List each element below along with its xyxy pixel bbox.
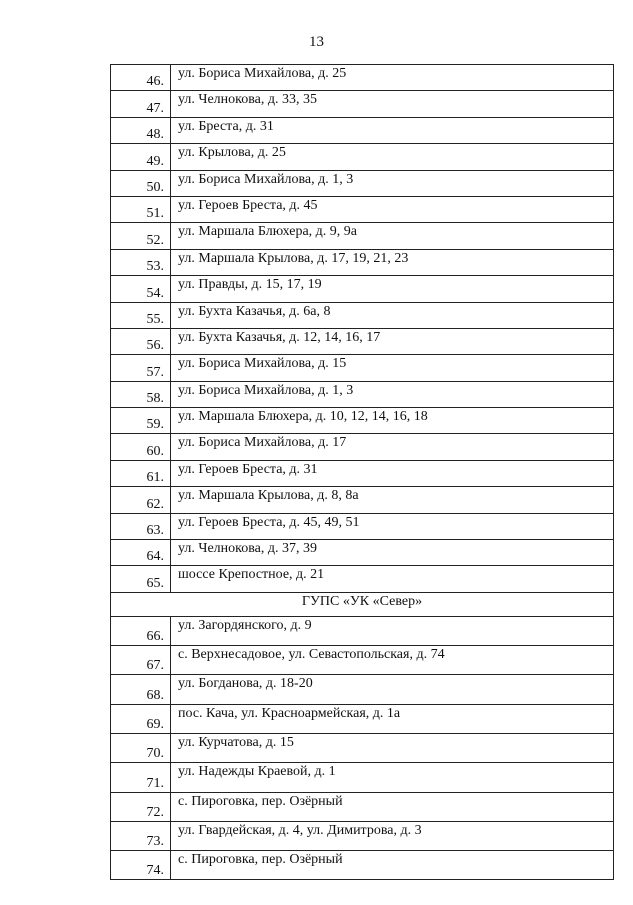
row-number: 53.: [111, 249, 171, 275]
table-row: [111, 434, 614, 460]
table-row: [111, 249, 614, 275]
row-address: ул. Бориса Михайлова, д. 15: [171, 355, 614, 381]
table-row: [111, 646, 614, 675]
table-row: [111, 460, 614, 486]
row-number: 57.: [111, 355, 171, 381]
row-number: 56.: [111, 328, 171, 354]
row-number: 59.: [111, 408, 171, 434]
row-number: 51.: [111, 196, 171, 222]
table-row: [111, 792, 614, 821]
row-number: 58.: [111, 381, 171, 407]
table-row: [111, 616, 614, 645]
row-address: ул. Бреста, д. 31: [171, 117, 614, 143]
section-heading: ГУПС «УК «Север»: [111, 592, 614, 616]
row-address: ул. Героев Бреста, д. 31: [171, 460, 614, 486]
row-address: ул. Бухта Казачья, д. 12, 14, 16, 17: [171, 328, 614, 354]
table-row: [111, 821, 614, 850]
row-address: с. Пироговка, пер. Озёрный: [171, 792, 614, 821]
row-number: 74.: [111, 851, 171, 880]
row-address: ул. Крылова, д. 25: [171, 144, 614, 170]
row-number: 62.: [111, 487, 171, 513]
row-number: 55.: [111, 302, 171, 328]
row-address: пос. Кача, ул. Красноармейская, д. 1а: [171, 704, 614, 733]
row-number: 68.: [111, 675, 171, 704]
table-row: [111, 381, 614, 407]
table-row: [111, 117, 614, 143]
row-number: 65.: [111, 566, 171, 592]
row-number: 54.: [111, 276, 171, 302]
table-row: [111, 302, 614, 328]
row-number: 52.: [111, 223, 171, 249]
row-address: с. Пироговка, пер. Озёрный: [171, 851, 614, 880]
row-number: 63.: [111, 513, 171, 539]
row-address: ул. Маршала Крылова, д. 8, 8а: [171, 487, 614, 513]
row-number: 64.: [111, 540, 171, 566]
row-number: 50.: [111, 170, 171, 196]
page-number: 13: [309, 34, 324, 50]
row-address: ул. Надежды Краевой, д. 1: [171, 763, 614, 792]
row-address: с. Верхнесадовое, ул. Севастопольская, д. 74: [171, 646, 614, 675]
row-address: ул. Бухта Казачья, д. 6а, 8: [171, 302, 614, 328]
table-row: [111, 763, 614, 792]
table-row: [111, 276, 614, 302]
row-number: 66.: [111, 616, 171, 645]
table-row: [111, 355, 614, 381]
row-number: 69.: [111, 704, 171, 733]
row-address: ул. Челнокова, д. 33, 35: [171, 91, 614, 117]
row-number: 49.: [111, 144, 171, 170]
row-number: 61.: [111, 460, 171, 486]
row-number: 72.: [111, 792, 171, 821]
table-row: [111, 513, 614, 539]
table-row: [111, 223, 614, 249]
row-number: 48.: [111, 117, 171, 143]
row-address: ул. Бориса Михайлова, д. 25: [171, 65, 614, 91]
address-table: [110, 64, 614, 880]
row-number: 47.: [111, 91, 171, 117]
row-address: шоссе Крепостное, д. 21: [171, 566, 614, 592]
table-row: [111, 734, 614, 763]
table-row: [111, 196, 614, 222]
table-row: [111, 851, 614, 880]
row-number: 60.: [111, 434, 171, 460]
row-address: ул. Бориса Михайлова, д. 1, 3: [171, 170, 614, 196]
table-row: [111, 408, 614, 434]
table-row: [111, 91, 614, 117]
row-number: 71.: [111, 763, 171, 792]
row-number: 46.: [111, 65, 171, 91]
table-row: [111, 328, 614, 354]
address-table-body-b: [111, 616, 614, 880]
table-row: [111, 540, 614, 566]
row-number: 70.: [111, 734, 171, 763]
row-address: ул. Бориса Михайлова, д. 1, 3: [171, 381, 614, 407]
row-address: ул. Маршала Крылова, д. 17, 19, 21, 23: [171, 249, 614, 275]
row-address: ул. Бориса Михайлова, д. 17: [171, 434, 614, 460]
row-address: ул. Героев Бреста, д. 45: [171, 196, 614, 222]
row-address: ул. Челнокова, д. 37, 39: [171, 540, 614, 566]
table-row: [111, 144, 614, 170]
row-address: ул. Героев Бреста, д. 45, 49, 51: [171, 513, 614, 539]
row-address: ул. Богданова, д. 18-20: [171, 675, 614, 704]
table-row: [111, 675, 614, 704]
table-row: [111, 65, 614, 91]
table-row: [111, 566, 614, 592]
row-address: ул. Правды, д. 15, 17, 19: [171, 276, 614, 302]
table-row: [111, 704, 614, 733]
section-heading-row: [111, 592, 614, 616]
row-address: ул. Загордянского, д. 9: [171, 616, 614, 645]
address-table-body-a: [111, 65, 614, 593]
row-address: ул. Маршала Блюхера, д. 9, 9а: [171, 223, 614, 249]
table-row: [111, 487, 614, 513]
table-row: [111, 170, 614, 196]
row-address: ул. Курчатова, д. 15: [171, 734, 614, 763]
row-number: 67.: [111, 646, 171, 675]
row-address: ул. Маршала Блюхера, д. 10, 12, 14, 16, 18: [171, 408, 614, 434]
row-address: ул. Гвардейская, д. 4, ул. Димитрова, д. 3: [171, 821, 614, 850]
section-heading-body: [111, 592, 614, 616]
row-number: 73.: [111, 821, 171, 850]
